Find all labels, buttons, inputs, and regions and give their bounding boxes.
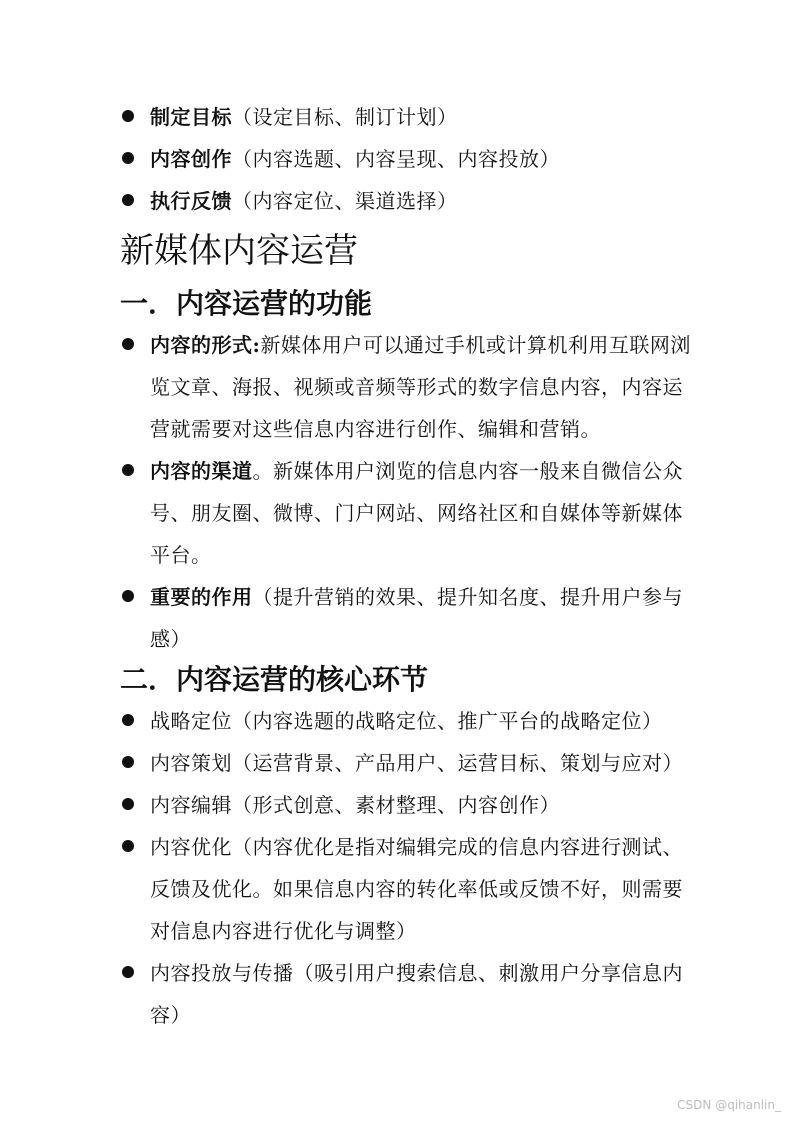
item-text: 内容策划（运营背景、产品用户、运营目标、策划与应对） [150,751,683,775]
list-item [122,826,694,952]
item-bold: 制定目标 [150,105,232,129]
item-text: （内容定位、渠道选择） [232,189,458,213]
item-text: 。新媒体用户浏览的信息内容一般来自微信公众号、朋友圈、微博、门户网站、网络社区和自媒体等新媒体平台。 [150,459,683,567]
list-item [122,138,694,180]
watermark: CSDN @qihanlin_ [677,1098,781,1112]
bullet-icon [122,110,134,122]
section-title: 一．内容运营的功能 [120,287,373,320]
section-title: 二．内容运营的核心环节 [120,663,429,696]
bullet-icon [122,966,134,978]
bullet-icon [122,194,134,206]
bullet-icon [122,756,134,768]
item-bold: 内容的形式: [150,333,261,357]
item-text: 战略定位（内容选题的战略定位、推广平台的战略定位） [150,709,663,733]
bullet-icon [122,590,134,602]
page-title: 新媒体内容运营 [120,231,358,271]
list-item [122,450,694,576]
item-text: （设定目标、制订计划） [232,105,458,129]
list-item [122,700,694,742]
list-item [122,180,694,222]
item-bold: 重要的作用 [150,585,253,609]
item-bold: 内容的渠道 [150,459,253,483]
item-text: （提升营销的效果、提升知名度、提升用户参与感） [150,585,683,651]
item-bold: 内容创作 [150,147,232,171]
item-text: （内容选题、内容呈现、内容投放） [232,147,560,171]
item-text: 内容优化（内容优化是指对编辑完成的信息内容进行测试、反馈及优化。如果信息内容的转化率低或反馈不好，则需要对信息内容进行优化与调整） [150,835,683,943]
bullet-icon [122,714,134,726]
bullet-icon [122,840,134,852]
bullet-icon [122,798,134,810]
item-text: 内容编辑（形式创意、素材整理、内容创作） [150,793,560,817]
list-item [122,952,694,1036]
bullet-icon [122,464,134,476]
item-text: 新媒体用户可以通过手机或计算机利用互联网浏览文章、海报、视频或音频等形式的数字信息内容，内容运营就需要对这些信息内容进行创作、编辑和营销。 [150,333,691,441]
list-item [122,324,694,450]
list-item [122,96,694,138]
item-bold: 执行反馈 [150,189,232,213]
list-item [122,742,694,784]
bullet-icon [122,338,134,350]
list-item [122,784,694,826]
item-text: 内容投放与传播（吸引用户搜索信息、刺激用户分享信息内容） [150,961,683,1027]
bullet-icon [122,152,134,164]
list-item [122,576,694,660]
